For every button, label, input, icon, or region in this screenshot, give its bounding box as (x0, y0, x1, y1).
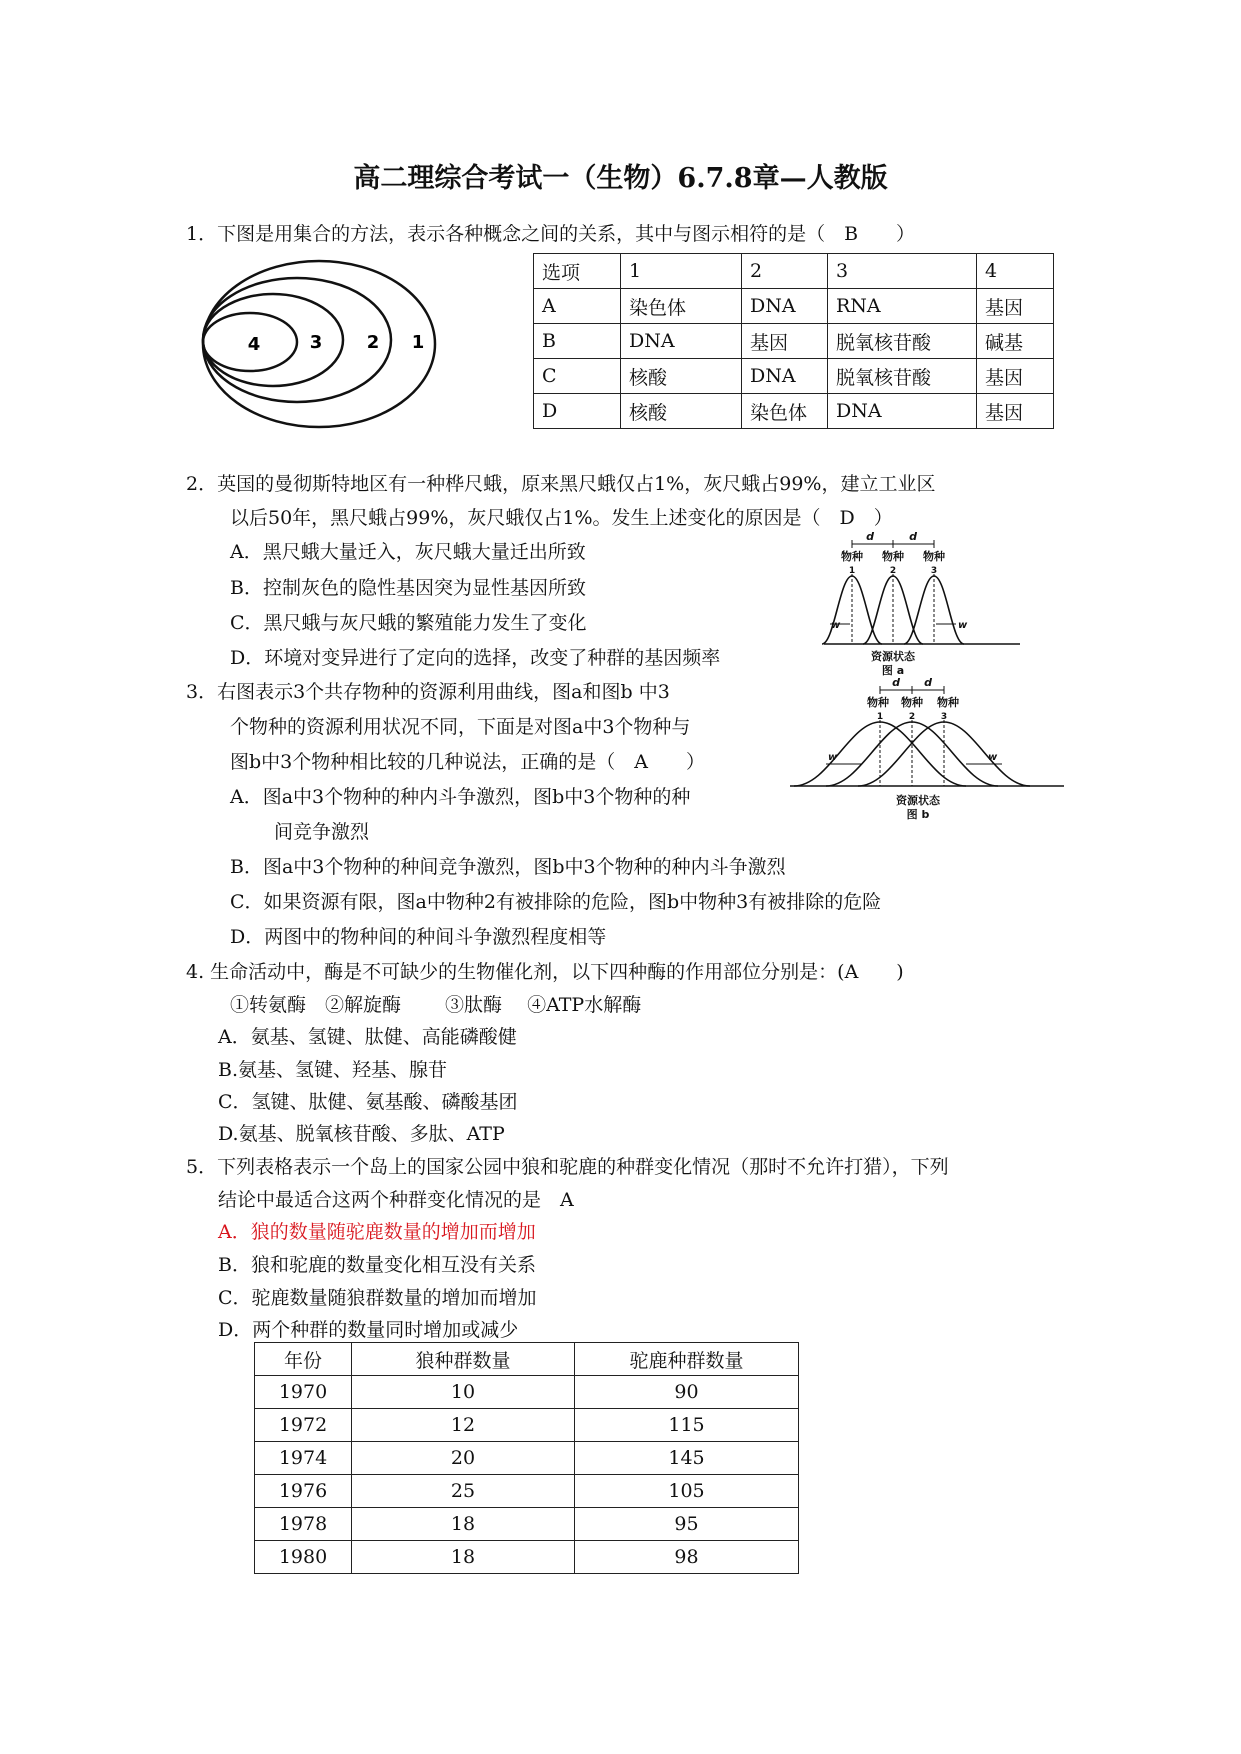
table-cell: 年份 (255, 1343, 352, 1376)
q3-stem-line3: 图b中3个物种相比较的几种说法，正确的是（ A ） (230, 751, 705, 773)
q3-option-a-line1: A．图a中3个物种的种内斗争激烈，图b中3个物种的种 (230, 786, 691, 808)
fig-b-number: 1 (876, 712, 884, 722)
q3-option-a-line2: 间竞争激烈 (274, 821, 370, 843)
fig-a-w-label: w (958, 620, 968, 631)
fig-b-number: 2 (908, 712, 916, 722)
table-row (255, 1409, 799, 1442)
fig-a-d-label: d (909, 532, 917, 543)
table-cell: DNA (742, 289, 828, 324)
fig-a-d-label: d (866, 532, 874, 543)
fig-b-axis-label: 资源状态 (896, 794, 940, 807)
table-cell: 12 (352, 1409, 575, 1442)
table-cell: A (534, 289, 621, 324)
fig-a-number: 3 (930, 566, 938, 576)
table-cell: 95 (575, 1508, 799, 1541)
table-cell: C (534, 359, 621, 394)
fig-a-species-label: 物种 (882, 550, 904, 563)
table-cell: 狼种群数量 (352, 1343, 575, 1376)
fig-b-number: 3 (940, 712, 948, 722)
table-header-row (255, 1343, 799, 1376)
table-cell: 3 (828, 254, 977, 289)
q2-option-b: B．控制灰色的隐性基因突为显性基因所致 (230, 577, 586, 599)
table-cell: 基因 (977, 394, 1054, 429)
table-cell: 90 (575, 1376, 799, 1409)
table-cell: 18 (352, 1508, 575, 1541)
q4-stem: 4. 生命活动中，酶是不可缺少的生物催化剂，以下四种酶的作用部位分别是：(A ) (186, 961, 904, 983)
table-cell: B (534, 324, 621, 359)
q5-option-c: C．驼鹿数量随狼群数量的增加而增加 (218, 1287, 537, 1309)
fig-a-axis-label: 资源状态 (871, 650, 915, 663)
q4-option-c: C．氢键、肽健、氨基酸、磷酸基团 (218, 1091, 518, 1113)
q2-option-c: C．黑尺蛾与灰尺蛾的繁殖能力发生了变化 (230, 612, 587, 634)
q5-population-table (254, 1342, 799, 1574)
q2-stem-line2: 以后50年，黑尺蛾占99%，灰尺蛾仅占1%。发生上述变化的原因是（ D ） (230, 507, 893, 529)
page-title: 高二理综合考试一（生物）6.7.8章—人教版 (353, 163, 888, 194)
q3-stem-line2: 个物种的资源利用状况不同，下面是对图a中3个物种与 (230, 716, 691, 738)
table-row (255, 1442, 799, 1475)
table-row (255, 1508, 799, 1541)
table-cell: 选项 (534, 254, 621, 289)
table-cell: 4 (977, 254, 1054, 289)
set-label-4: 4 (247, 334, 261, 355)
table-cell: 核酸 (621, 359, 742, 394)
table-row (255, 1376, 799, 1409)
set-label-1: 1 (411, 332, 425, 353)
q3-option-b: B．图a中3个物种的种间竞争激烈，图b中3个物种的种内斗争激烈 (230, 856, 786, 878)
fig-b-species-label: 物种 (867, 696, 889, 709)
q1-options-table (533, 253, 1054, 429)
q2-stem-line1: 2．英国的曼彻斯特地区有一种桦尺蛾，原来黑尺蛾仅占1%，灰尺蛾占99%，建立工业区 (186, 473, 936, 495)
table-cell: 20 (352, 1442, 575, 1475)
table-cell: 基因 (977, 359, 1054, 394)
fig-b-w-label: w (988, 752, 998, 763)
table-row (534, 289, 1054, 324)
table-row (534, 324, 1054, 359)
fig-a-number: 2 (889, 566, 897, 576)
q1-stem: 1．下图是用集合的方法，表示各种概念之间的关系，其中与图示相符的是（ B ） (186, 223, 916, 245)
table-cell: 10 (352, 1376, 575, 1409)
table-row (255, 1541, 799, 1574)
q5-stem-line1: 5．下列表格表示一个岛上的国家公园中狼和驼鹿的种群变化情况（那时不允许打猎），下列 (186, 1156, 949, 1178)
q5-option-b: B．狼和驼鹿的数量变化相互没有关系 (218, 1254, 536, 1276)
fig-b-species-label: 物种 (901, 696, 923, 709)
table-cell: 115 (575, 1409, 799, 1442)
table-header-row (534, 254, 1054, 289)
table-cell: 1972 (255, 1409, 352, 1442)
table-cell: 1 (621, 254, 742, 289)
table-cell: 98 (575, 1541, 799, 1574)
q3-stem-line1: 3．右图表示3个共存物种的资源利用曲线，图a和图b 中3 (186, 681, 670, 703)
table-cell: 1976 (255, 1475, 352, 1508)
fig-b-d-label: d (892, 678, 900, 689)
q3-option-c: C．如果资源有限，图a中物种2有被排除的危险，图b中物种3有被排除的危险 (230, 891, 882, 913)
table-row (534, 394, 1054, 429)
table-cell: 1970 (255, 1376, 352, 1409)
set-label-2: 2 (366, 332, 380, 353)
fig-a-species-label: 物种 (841, 550, 863, 563)
q2-option-a: A．黑尺蛾大量迁入，灰尺蛾大量迁出所致 (230, 541, 586, 563)
table-cell: 18 (352, 1541, 575, 1574)
fig-a-number: 1 (848, 566, 856, 576)
table-cell: DNA (621, 324, 742, 359)
nested-sets-diagram (200, 256, 450, 432)
table-cell: 105 (575, 1475, 799, 1508)
fig-b-caption: 图 b (906, 808, 930, 821)
fig-b-species-label: 物种 (937, 696, 959, 709)
table-cell: 染色体 (621, 289, 742, 324)
figure-b-resource-curves (788, 678, 1068, 828)
q4-option-a: A．氨基、氢键、肽健、高能磷酸健 (218, 1026, 517, 1048)
table-cell: DNA (742, 359, 828, 394)
table-cell: 核酸 (621, 394, 742, 429)
table-cell: RNA (828, 289, 977, 324)
q3-option-d: D．两图中的物种间的种间斗争激烈程度相等 (230, 926, 607, 948)
figure-a-resource-curves (820, 532, 1025, 682)
q4-enzyme-list: ①转氨酶 ②解旋酶 ③肽酶 ④ATP水解酶 (230, 994, 642, 1016)
fig-b-w-label: w (828, 752, 838, 763)
q5-stem-line2: 结论中最适合这两个种群变化情况的是 A (218, 1189, 574, 1211)
fig-b-d-label: d (924, 678, 932, 689)
q5-option-a-highlighted: A．狼的数量随驼鹿数量的增加而增加 (218, 1221, 536, 1243)
table-cell: 脱氧核苷酸 (828, 359, 977, 394)
table-cell: 基因 (977, 289, 1054, 324)
table-cell: DNA (828, 394, 977, 429)
q2-option-d: D．环境对变异进行了定向的选择，改变了种群的基因频率 (230, 647, 721, 669)
table-cell: 1980 (255, 1541, 352, 1574)
fig-a-caption: 图 a (881, 664, 905, 677)
fig-a-species-label: 物种 (923, 550, 945, 563)
table-cell: 碱基 (977, 324, 1054, 359)
q4-option-d: D.氨基、脱氧核苷酸、多肽、ATP (218, 1123, 505, 1145)
table-cell: 基因 (742, 324, 828, 359)
table-cell: 25 (352, 1475, 575, 1508)
table-cell: 2 (742, 254, 828, 289)
table-cell: 1978 (255, 1508, 352, 1541)
table-cell: 145 (575, 1442, 799, 1475)
set-label-3: 3 (309, 332, 323, 353)
q4-option-b: B.氨基、氢键、羟基、腺苷 (218, 1059, 448, 1081)
table-cell: 1974 (255, 1442, 352, 1475)
table-row (534, 359, 1054, 394)
table-cell: 脱氧核苷酸 (828, 324, 977, 359)
table-cell: D (534, 394, 621, 429)
fig-a-w-label: w (831, 620, 841, 631)
table-cell: 染色体 (742, 394, 828, 429)
q5-option-d: D．两个种群的数量同时增加或减少 (218, 1319, 519, 1341)
table-cell: 驼鹿种群数量 (575, 1343, 799, 1376)
table-row (255, 1475, 799, 1508)
